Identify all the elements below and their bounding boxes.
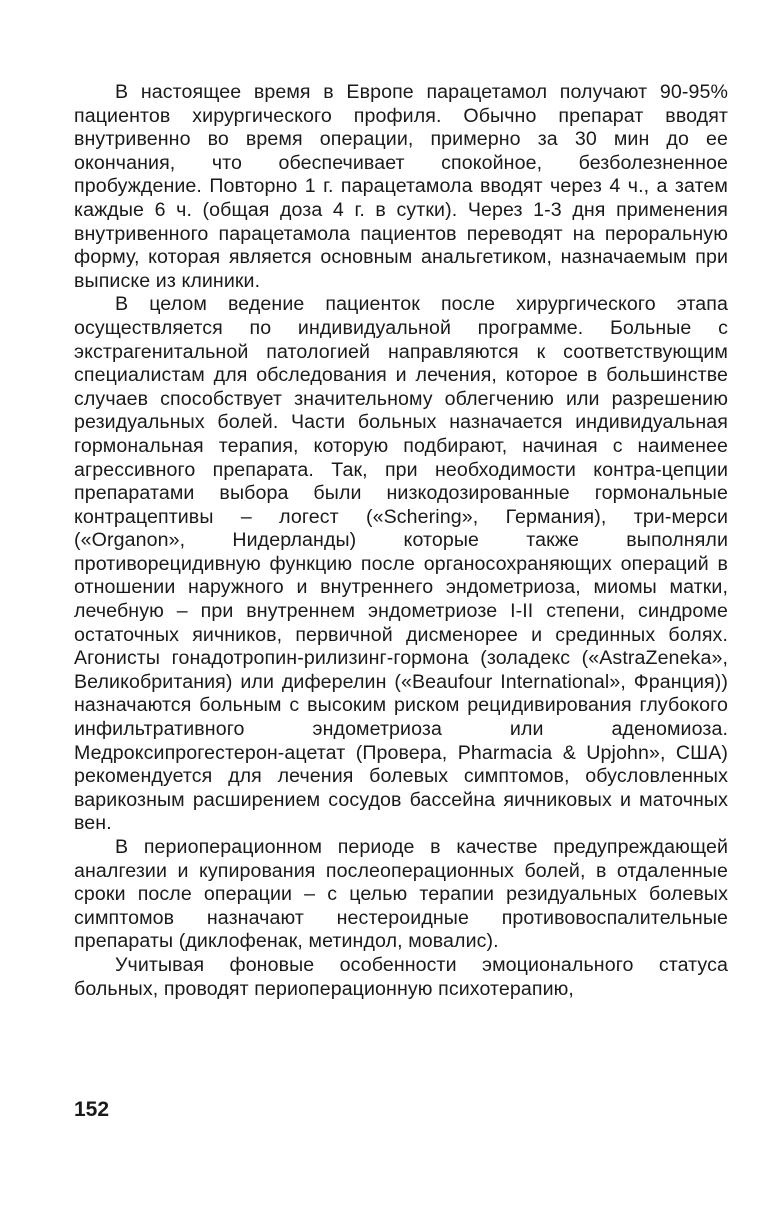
- paragraph-nsaids: В периоперационном периоде в качестве предупреждающей аналгезии и купирования послеоперационных болей, в отдаленные сроки после операции – с целью терапии резидуальных болевых симптомов назначают нестероидные противовоспалительные препараты (диклофенак, метиндол, мовалис).: [74, 836, 728, 953]
- paragraph-psychotherapy: Учитывая фоновые особенности эмоционального статуса больных, проводят периоперационную психотерапию,: [74, 953, 728, 1000]
- paragraph-postoperative-management: В целом ведение пациенток после хирургического этапа осуществляется по индивидуальной программе. Больные с экстрагенитальной патологией направляются к соответствующим специалистам для обследования и лечения, которое в большинстве случаев способствует значительному облегчению или разрешению резидуальных болей. Части больных назначается индивидуальная гормональная терапия, которую подбирают, начиная с наименее агрессивного препарата. Так, при необходимости контра-цепции препаратами выбора были низкодозированные гормональные контрацептивы – логест («Schering», Германия), три-мерси («Organon», Нидерланды) которые также выполняли противорецидивную функцию после органосохраняющих операций в отношении наружного и внутреннего эндометриоза, миомы матки, лечебную – при внутреннем эндометриозе I-II степени, синдроме остаточных яичников, первичной дисменорее и срединных болях. Агонисты гонадотропин-рилизинг-гормона (золадекс («AstraZeneka», Великобритания) или диферелин («Beaufour International», Франция)) назначаются больным с высоким риском рецидивирования глубокого инфильтративного эндометриоза или аденомиоза. Медроксипрогестерон-ацетат (Провера, Pharmacia & Upjohn», США) рекомендуется для лечения болевых симптомов, обусловленных варикозным расширением сосудов бассейна яичниковых и маточных вен.: [74, 293, 728, 835]
- page-number: 152: [74, 1098, 110, 1121]
- paragraph-paracetamol: В настоящее время в Европе парацетамол получают 90-95% пациентов хирургического профиля. Обычно препарат вводят внутривенно во время операции, примерно за 30 мин до ее окончания, что обеспечивает спокойное, безболезненное пробуждение. Повторно 1 г. парацетамола вводят через 4 ч., а затем каждые 6 ч. (общая доза 4 г. в сутки). Через 1-3 дня применения внутривенного парацетамола пациентов переводят на пероральную форму, которая является основным анальгетиком, назначаемым при выписке из клиники.: [74, 81, 728, 292]
- body-text: [74, 81, 728, 1001]
